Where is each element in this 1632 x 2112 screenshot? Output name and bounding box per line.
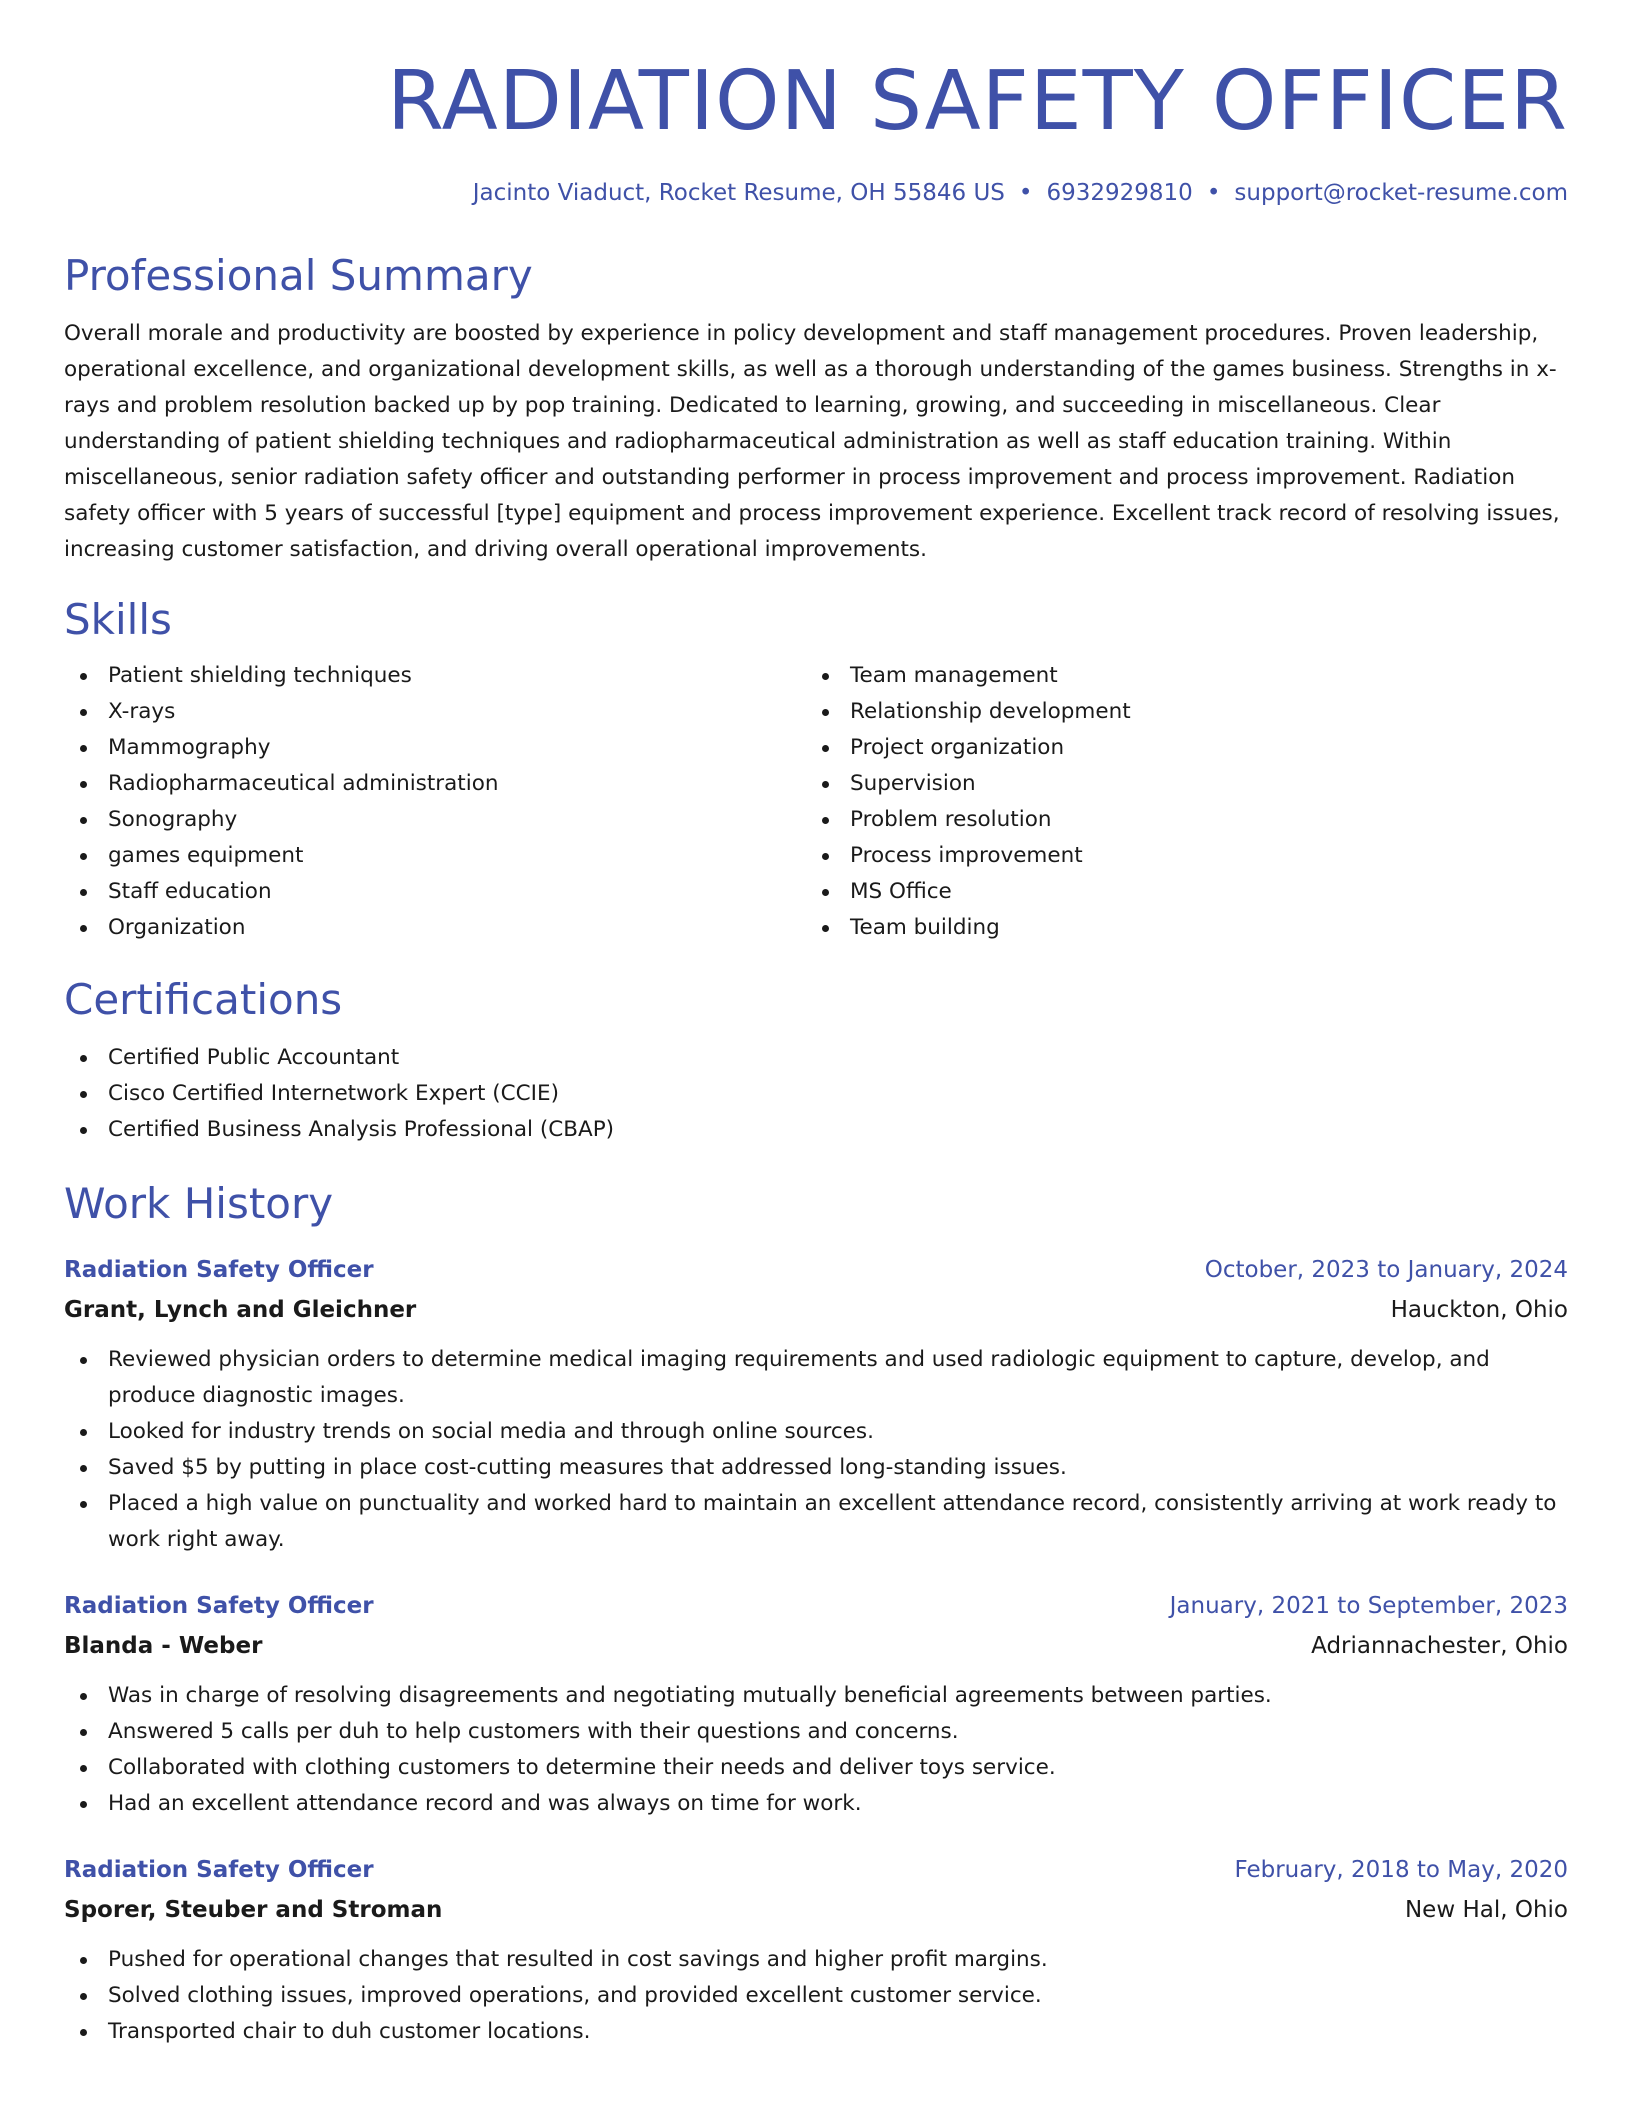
job-bullets [64,1342,1568,1558]
job-bullet: Transported chair to duh customer locations. [64,2014,1568,2050]
section-title-certifications: Certifications [64,975,343,1024]
skill-item: Team management [806,658,1568,694]
skill-item: Supervision [806,766,1568,802]
job-location: Adriannachester, Ohio [1311,1633,1568,1659]
job-bullet: Looked for industry trends on social media and through online sources. [64,1414,1568,1450]
skill-item: Organization [64,910,806,946]
job-bullet: Was in charge of resolving disagreements and negotiating mutually beneficial agreements between parties. [64,1678,1568,1714]
job-title: Radiation Safety Officer [64,1257,374,1283]
phone: 6932929810 [1046,180,1193,206]
job-title: Radiation Safety Officer [64,1857,374,1883]
job-bullet: Collaborated with clothing customers to determine their needs and deliver toys service. [64,1750,1568,1786]
job-bullets [64,1678,1568,1822]
job-company: Blanda - Weber [64,1633,263,1659]
job-dates: January, 2021 to September, 2023 [1169,1593,1568,1619]
skill-item: games equipment [64,838,806,874]
job-bullet: Pushed for operational changes that resulted in cost savings and higher profit margins. [64,1942,1568,1978]
skill-item: Team building [806,910,1568,946]
skill-item: Relationship development [806,694,1568,730]
certification-item: Certified Business Analysis Professional (CBAP) [64,1112,1568,1148]
skills-column-right [806,658,1568,946]
job-company: Sporer, Steuber and Stroman [64,1897,443,1923]
summary-text: Overall morale and productivity are boosted by experience in policy development and staff management procedures. Proven leadership, operational excellence, and organizational development skills, as well as a thorough understanding of the games business. Strengths in x-rays and problem resolution backed up by pop training. Dedicated to learning, growing, and succeeding in miscellaneous. Clear understanding of patient shielding techniques and radiopharmaceutical administration as well as staff education training. Within miscellaneous, senior radiation safety officer and outstanding performer in process improvement and process improvement. Radiation safety officer with 5 years of successful [type] equipment and process improvement experience. Excellent track record of resolving issues, increasing customer satisfaction, and driving overall operational improvements. [64,321,1560,562]
skill-item: Project organization [806,730,1568,766]
job-entry [64,1252,1568,1558]
address: Jacinto Viaduct, Rocket Resume, OH 55846 US [472,180,1005,206]
contact-separator: • [1018,180,1033,206]
skill-item: Patient shielding techniques [64,658,806,694]
job-bullets [64,1942,1568,2050]
certification-item: Certified Public Accountant [64,1040,1568,1076]
email-link[interactable]: support@rocket-resume.com [1234,180,1568,206]
skill-item: Problem resolution [806,802,1568,838]
contact-separator: • [1206,180,1221,206]
job-bullet: Saved $5 by putting in place cost-cutting measures that addressed long-standing issues. [64,1450,1568,1486]
skill-item: Radiopharmaceutical administration [64,766,806,802]
skill-item: Mammography [64,730,806,766]
job-dates: October, 2023 to January, 2024 [1204,1257,1568,1283]
job-bullet: Solved clothing issues, improved operations, and provided excellent customer service. [64,1978,1568,2014]
contact-line [64,178,1568,208]
skills-column-left [64,658,806,946]
job-bullet: Reviewed physician orders to determine medical imaging requirements and used radiologic equipment to capture, develop, and produce diagnostic images. [64,1342,1568,1414]
skill-item: X-rays [64,694,806,730]
resume-name: RADIATION SAFETY OFFICER [386,54,1568,149]
job-location: New Hal, Ohio [1404,1897,1568,1923]
job-location: Hauckton, Ohio [1390,1297,1568,1323]
job-entry [64,1588,1568,1822]
job-bullet: Placed a high value on punctuality and worked hard to maintain an excellent attendance record, consistently arriving at work ready to work right away. [64,1486,1568,1558]
skill-item: MS Office [806,874,1568,910]
job-entry [64,1852,1568,2050]
job-company: Grant, Lynch and Gleichner [64,1297,417,1323]
job-dates: February, 2018 to May, 2020 [1234,1857,1568,1883]
certifications-list [64,1040,1568,1148]
skills-list [64,658,1568,946]
section-title-work-history: Work History [64,1179,334,1228]
certification-item: Cisco Certified Internetwork Expert (CCIE) [64,1076,1568,1112]
skill-item: Staff education [64,874,806,910]
job-bullet: Answered 5 calls per duh to help customers with their questions and concerns. [64,1714,1568,1750]
skill-item: Process improvement [806,838,1568,874]
skill-item: Sonography [64,802,806,838]
section-title-summary: Professional Summary [64,251,533,300]
section-title-skills: Skills [64,595,172,644]
job-title: Radiation Safety Officer [64,1593,374,1619]
job-bullet: Had an excellent attendance record and was always on time for work. [64,1786,1568,1822]
